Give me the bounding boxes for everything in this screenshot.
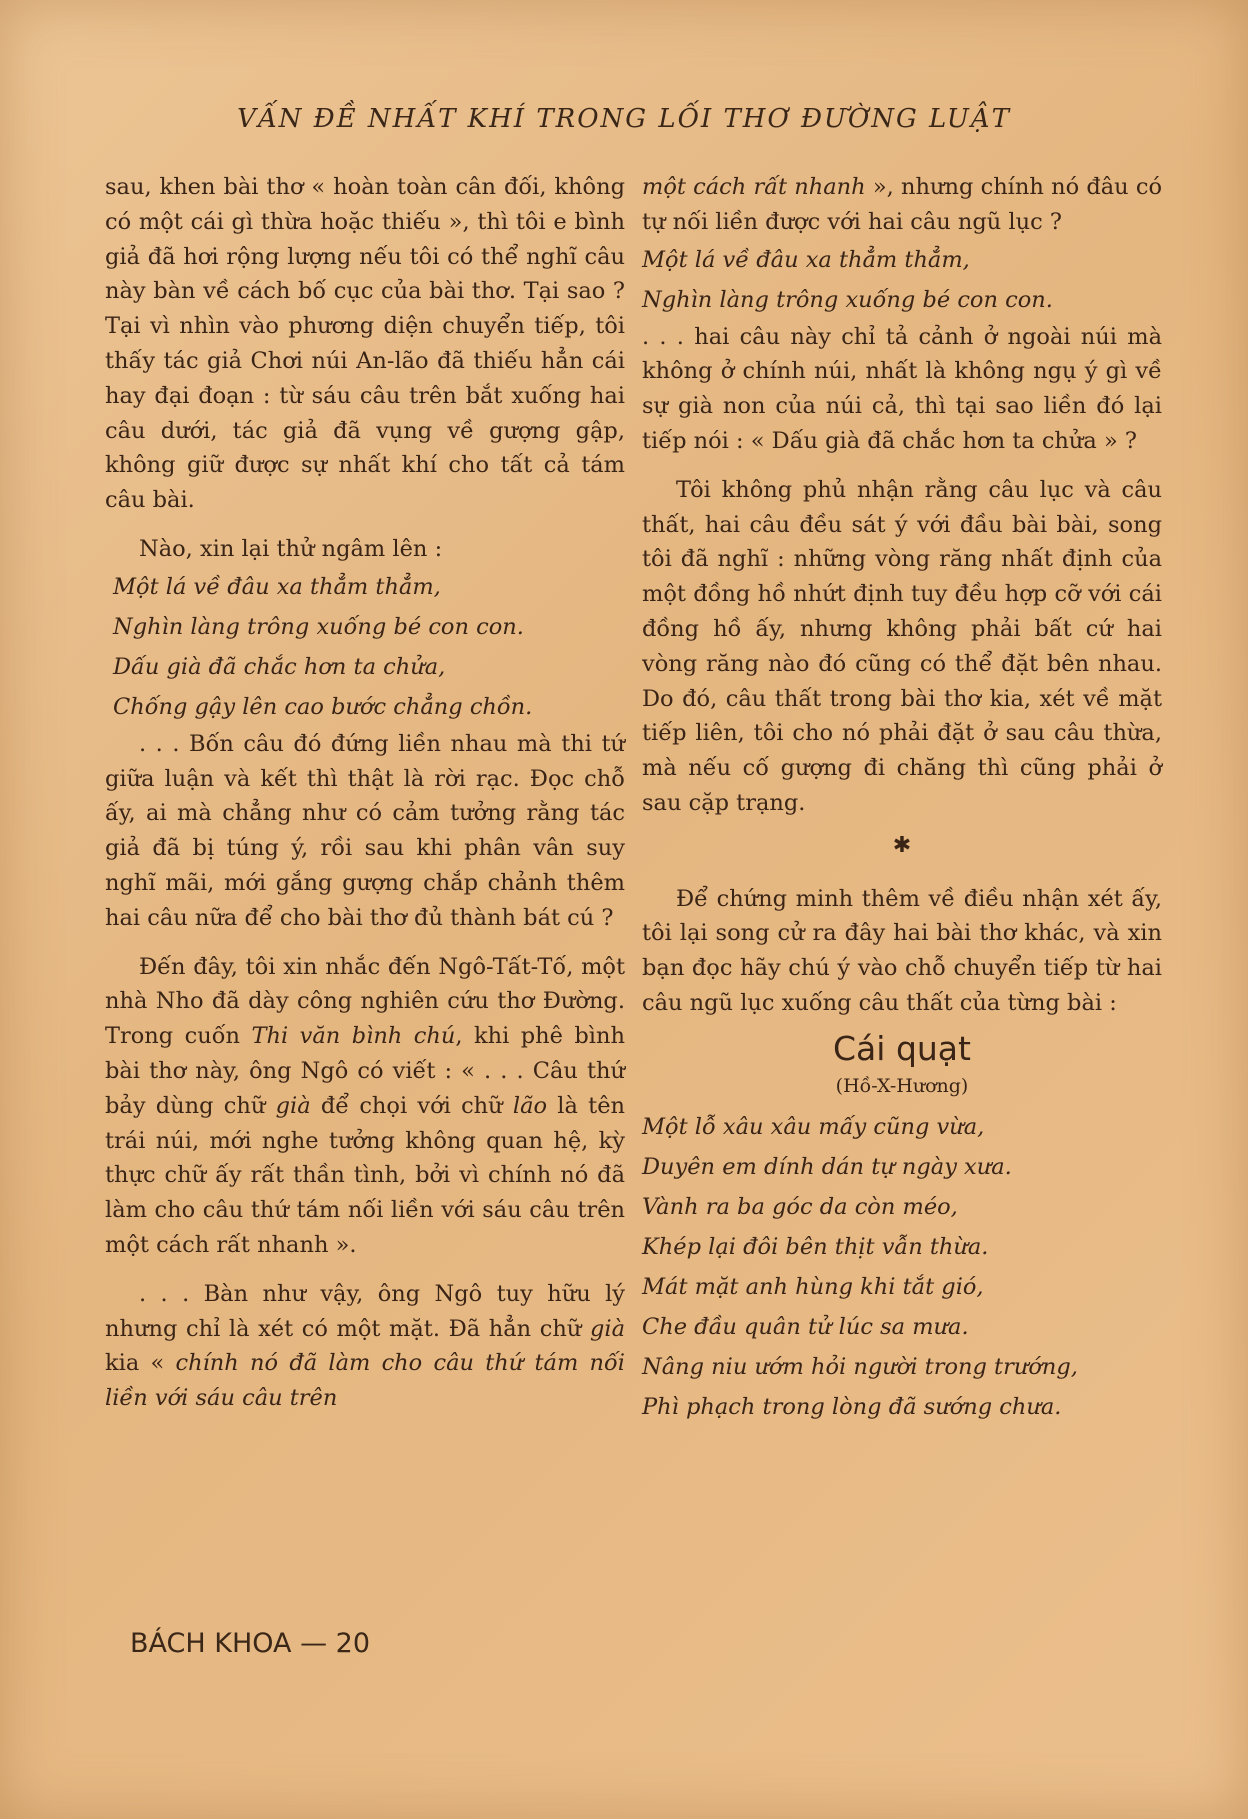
text-run: », nhưng chính nó đâu có tự nối liền được với hai câu ngũ lục ? — [642, 174, 1163, 235]
left-paragraph-4 — [105, 950, 625, 1263]
text-run: là tên trái núi, mới nghe tưởng không quan hệ, kỳ thực chữ ấy rất thần tình, bởi vì chính nó đã làm cho câu thứ tám nối liền với sáu câu trên một cách rất nhanh ». — [105, 1092, 626, 1258]
verse-line: Một lỗ xâu xâu mấy cũng vừa, — [642, 1113, 985, 1140]
verse-line: Khép lại đôi bên thịt vẫn thừa. — [642, 1233, 989, 1260]
text-run: , khi phê bình bài thơ này, ông Ngô có viết : « . . . Câu thứ bảy dùng chữ — [105, 1023, 625, 1119]
right-paragraph-4: Để chứng minh thêm về điều nhận xét ấy, tôi lại song cử ra đây hai bài thơ khác, và xin bạn đọc hãy chú ý vào chỗ chuyển tiếp từ hai câu ngũ lục xuống câu thất của từng bài : — [642, 885, 1162, 1016]
verse-line: Dấu già đã chắc hơn ta chửa, — [113, 653, 446, 680]
verse-line: Nghìn làng trông xuống bé con con. — [113, 613, 524, 640]
poem-verse — [642, 1107, 1162, 1427]
left-paragraph-1: sau, khen bài thơ « hoàn toàn cân đối, không có một cái gì thừa hoặc thiếu », thì tôi e bình giả đã hơi rộng lượng nếu tôi có thể nghĩ câu này bàn về cách bố cục của bài thơ. Tại sao ? Tại vì nhìn vào phương diện chuyển tiếp, tôi thấy tác giả Chơi núi An-lão đã thiếu hẳn cái hay đại đoạn : từ sáu câu trên bắt xuống hai câu dưới, tác giả đã vụng về gượng gập, không giữ được sự nhất khí cho tất cả tám câu bài. — [105, 174, 625, 514]
left-paragraph-2: Nào, xin lại thử ngâm lên : — [139, 535, 443, 562]
right-verse — [642, 240, 1162, 320]
verse-line: Mát mặt anh hùng khi tắt gió, — [642, 1273, 984, 1300]
text-run: để chọi với chữ — [310, 1092, 513, 1119]
verse-line: Phì phạch trong lòng đã sướng chưa. — [642, 1393, 1062, 1420]
verse-line: Nghìn làng trông xuống bé con con. — [642, 286, 1053, 313]
left-paragraph-3: . . . Bốn câu đó đứng liền nhau mà thi tứ giữa luận và kết thì thật là rời rạc. Đọc chỗ ấy, ai mà chẳng như có cảm tưởng rằng tác giả đã bị túng ý, rồi sau khi phân vân suy nghĩ mãi, mới gắng gượng chắp chảnh thêm hai câu nữa để cho bài thơ đủ thành bát cú ? — [105, 730, 625, 931]
left-column — [105, 170, 625, 1416]
verse-line: Một lá về đâu xa thẳm thẳm, — [113, 573, 441, 600]
quoted-passage: chính nó đã làm cho câu thứ tám nối liền với sáu câu trên — [105, 1350, 625, 1412]
section-ornament: ✱ — [892, 832, 912, 858]
text-run: Đến đây, tôi xin nhắc đến Ngô-Tất-Tố, một nhà Nho đã dày công nghiên cứu thơ Đường. Trong cuốn — [105, 953, 625, 1050]
right-column — [642, 170, 1162, 1427]
poem-title: Cái quạt — [833, 1028, 971, 1068]
right-paragraph-1 — [642, 170, 1162, 240]
verse-line: Duyên em dính dán tự ngày xưa. — [642, 1153, 1012, 1180]
poem-author: (Hồ-X-Hương) — [835, 1074, 969, 1097]
quoted-word: già — [275, 1092, 311, 1119]
right-paragraph-3: Tôi không phủ nhận rằng câu lục và câu thất, hai câu đều sát ý với đầu bài bài, song tôi đã nghĩ : những vòng răng nhất định của một đồng hồ nhứt định tuy đều hợp cỡ với cái đồng hồ ấy, nhưng không phải bất cứ hai vòng răng nào đó cũng có thể đặt bên nhau. Do đó, câu thất trong bài thơ kia, xét về mặt tiếp liên, tôi cho nó phải đặt ở sau câu thừa, mà nếu cố gượng đi chăng thì cũng phải ở sau cặp trạng. — [642, 476, 1162, 816]
quoted-word: già — [589, 1315, 625, 1342]
right-paragraph-2: . . . hai câu này chỉ tả cảnh ở ngoài núi mà không ở chính núi, nhất là không ngụ ý gì về sự già non của núi cả, thì tại sao liền đó lại tiếp nói : « Dấu già đã chắc hơn ta chửa » ? — [642, 323, 1162, 454]
verse-line: Một lá về đâu xa thẳm thẳm, — [642, 246, 970, 273]
page-footer: BÁCH KHOA — 20 — [130, 1628, 371, 1659]
running-header: VẤN ĐỀ NHẤT KHÍ TRONG LỐI THƠ ĐƯỜNG LUẬT — [237, 104, 1011, 134]
verse-line: Chống gậy lên cao bước chẳng chồn. — [113, 693, 533, 720]
left-paragraph-5 — [105, 1277, 625, 1416]
text-run: . . . Bàn như vậy, ông Ngô tuy hữu lý nhưng chỉ là xét có một mặt. Đã hẳn chữ — [105, 1280, 625, 1342]
quoted-word: lão — [512, 1092, 548, 1119]
text-run: kia « — [105, 1350, 176, 1377]
left-verse — [105, 567, 625, 727]
verse-line: Vành ra ba góc da còn méo, — [642, 1193, 958, 1220]
verse-line: Nâng niu ướm hỏi người trong trướng, — [642, 1353, 1078, 1380]
verse-line: Che đầu quân tử lúc sa mưa. — [642, 1313, 969, 1340]
quoted-passage: một cách rất nhanh — [642, 174, 866, 200]
book-title: Thi văn bình chú — [251, 1023, 456, 1050]
